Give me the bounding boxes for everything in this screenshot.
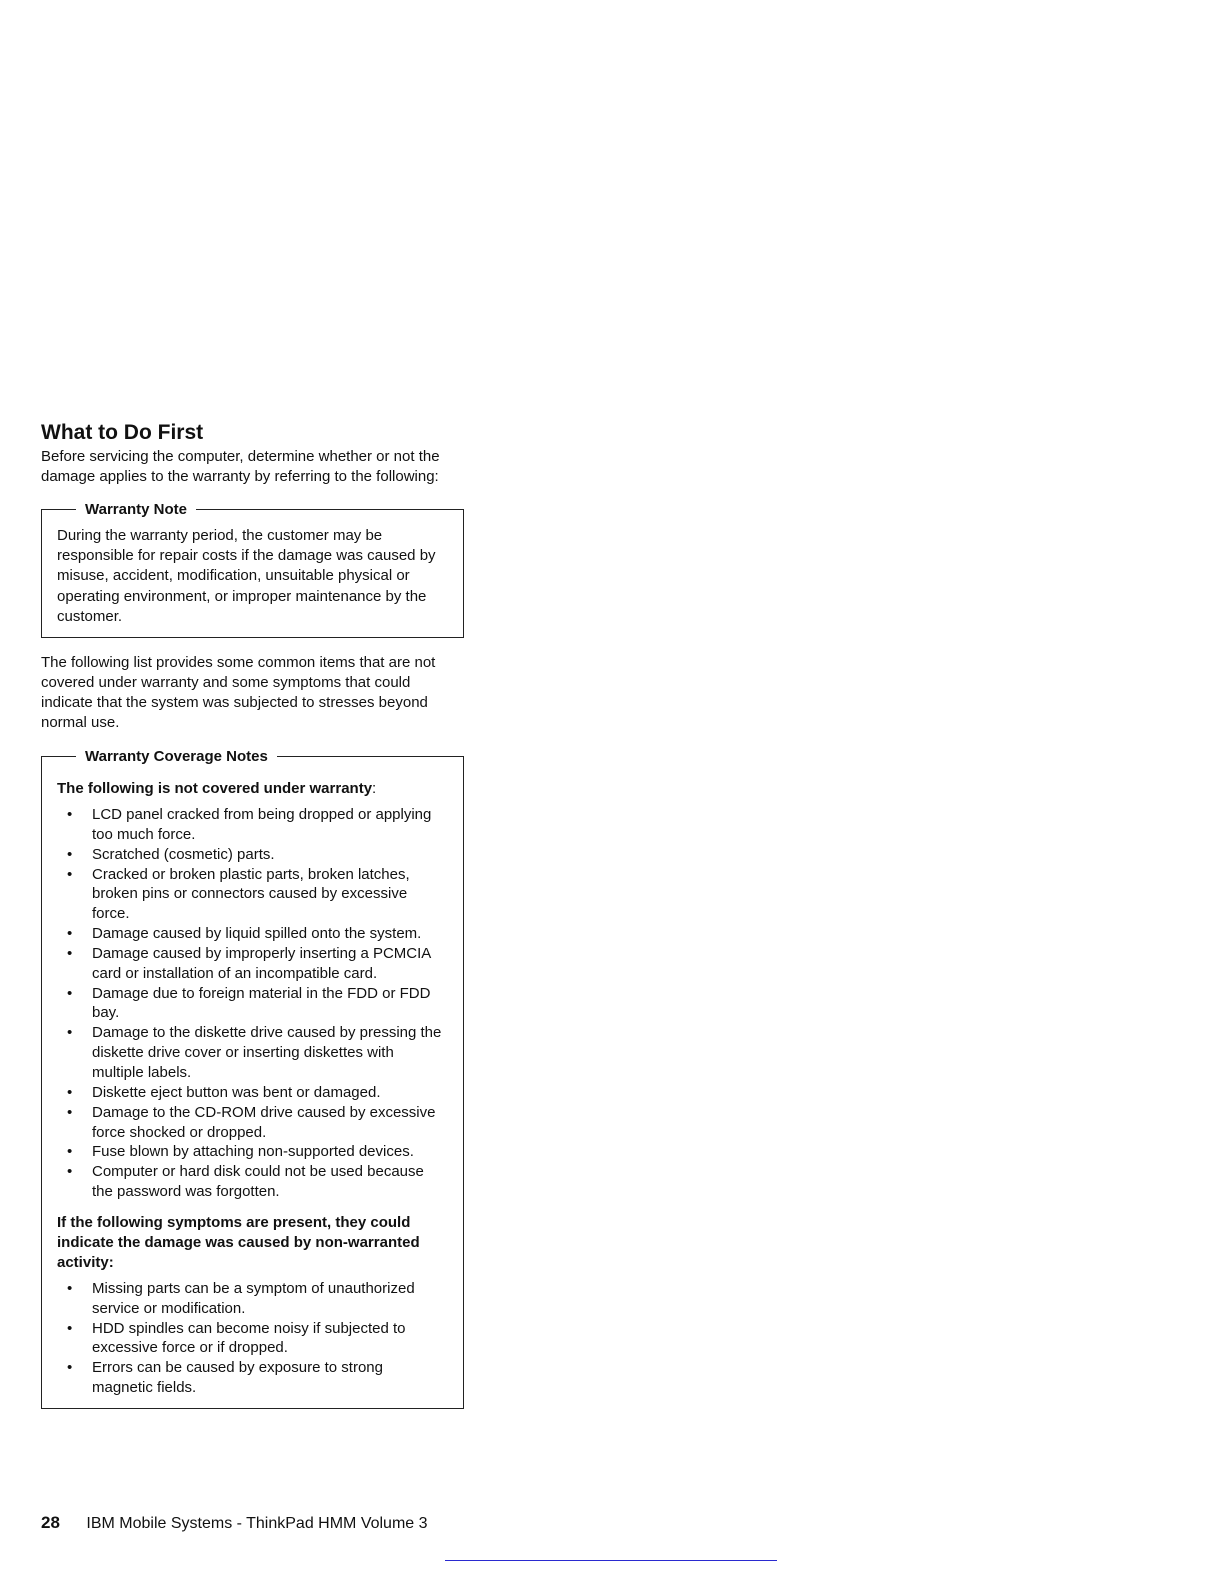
- list-item: • Damage to the CD-ROM drive caused by excessive force shocked or dropped.: [67, 1103, 436, 1141]
- bullet-icon: •: [67, 1163, 73, 1181]
- list-item: • Damage caused by liquid spilled onto the system.: [67, 925, 422, 943]
- symptoms-list: [57, 1279, 448, 1398]
- not-covered-list: [57, 805, 448, 1202]
- list-item: • Computer or hard disk could not be used because the password was forgotten.: [67, 1163, 424, 1201]
- bullet-icon: •: [67, 1103, 73, 1121]
- coverage-notes-box: [41, 748, 464, 1409]
- list-item: • Scratched (cosmetic) parts.: [67, 845, 275, 863]
- warranty-note-box: [41, 501, 464, 638]
- bullet-icon: •: [67, 944, 73, 962]
- symptoms-heading: If the following symptoms are present, they could indicate the damage was caused by non-warranted activity:: [57, 1213, 420, 1271]
- section-title: What to Do First: [41, 421, 204, 444]
- coverage-notes-label: Warranty Coverage Notes: [76, 747, 277, 767]
- footer-title: IBM Mobile Systems - ThinkPad HMM Volume 3: [86, 1515, 428, 1532]
- list-item: • Damage to the diskette drive caused by pressing the diskette drive cover or inserting diskettes with multiple labels.: [67, 1024, 442, 1081]
- list-intro-paragraph: The following list provides some common items that are not covered under warranty and some symptoms that could indicate that the system was subjected to stresses beyond normal use.: [41, 654, 436, 732]
- warranty-note-text: During the warranty period, the customer may be responsible for repair costs if the damage was caused by misuse, accident, modification, unsuitable physical or operating environment, or improper maintenance by the customer.: [57, 527, 436, 625]
- bullet-icon: •: [67, 925, 73, 943]
- bullet-icon: •: [67, 865, 73, 883]
- list-item: • Errors can be caused by exposure to strong magnetic fields.: [67, 1359, 383, 1397]
- bullet-icon: •: [67, 1359, 73, 1377]
- not-covered-heading: The following is not covered under warranty:: [57, 780, 377, 798]
- intro-paragraph: Before servicing the computer, determine whether or not the damage applies to the warranty by referring to the following:: [41, 448, 440, 485]
- list-item: • Diskette eject button was bent or damaged.: [67, 1083, 381, 1101]
- bullet-icon: •: [67, 806, 73, 824]
- list-item: • Missing parts can be a symptom of unauthorized service or modification.: [67, 1279, 415, 1317]
- bullet-icon: •: [67, 1279, 73, 1297]
- bullet-icon: •: [67, 845, 73, 863]
- bullet-icon: •: [67, 1024, 73, 1042]
- list-item: • Fuse blown by attaching non-supported devices.: [67, 1143, 414, 1161]
- list-item: • Damage caused by improperly inserting a PCMCIA card or installation of an incompatible card.: [67, 944, 431, 982]
- warranty-note-label: Warranty Note: [76, 500, 196, 520]
- page-footer: [41, 1512, 428, 1535]
- list-item: • LCD panel cracked from being dropped or applying too much force.: [67, 806, 432, 843]
- list-item: • HDD spindles can become noisy if subjected to excessive force or if dropped.: [67, 1319, 406, 1357]
- bottom-link-rule: [445, 1560, 777, 1561]
- main-column: [41, 419, 464, 1409]
- list-item: • Damage due to foreign material in the FDD or FDD bay.: [67, 984, 431, 1022]
- page-number: 28: [41, 1513, 60, 1532]
- bullet-icon: •: [67, 1143, 73, 1161]
- bullet-icon: •: [67, 984, 73, 1002]
- list-item: • Cracked or broken plastic parts, broken latches, broken pins or connectors caused by excessive force.: [67, 865, 410, 923]
- bullet-icon: •: [67, 1083, 73, 1101]
- bullet-icon: •: [67, 1319, 73, 1337]
